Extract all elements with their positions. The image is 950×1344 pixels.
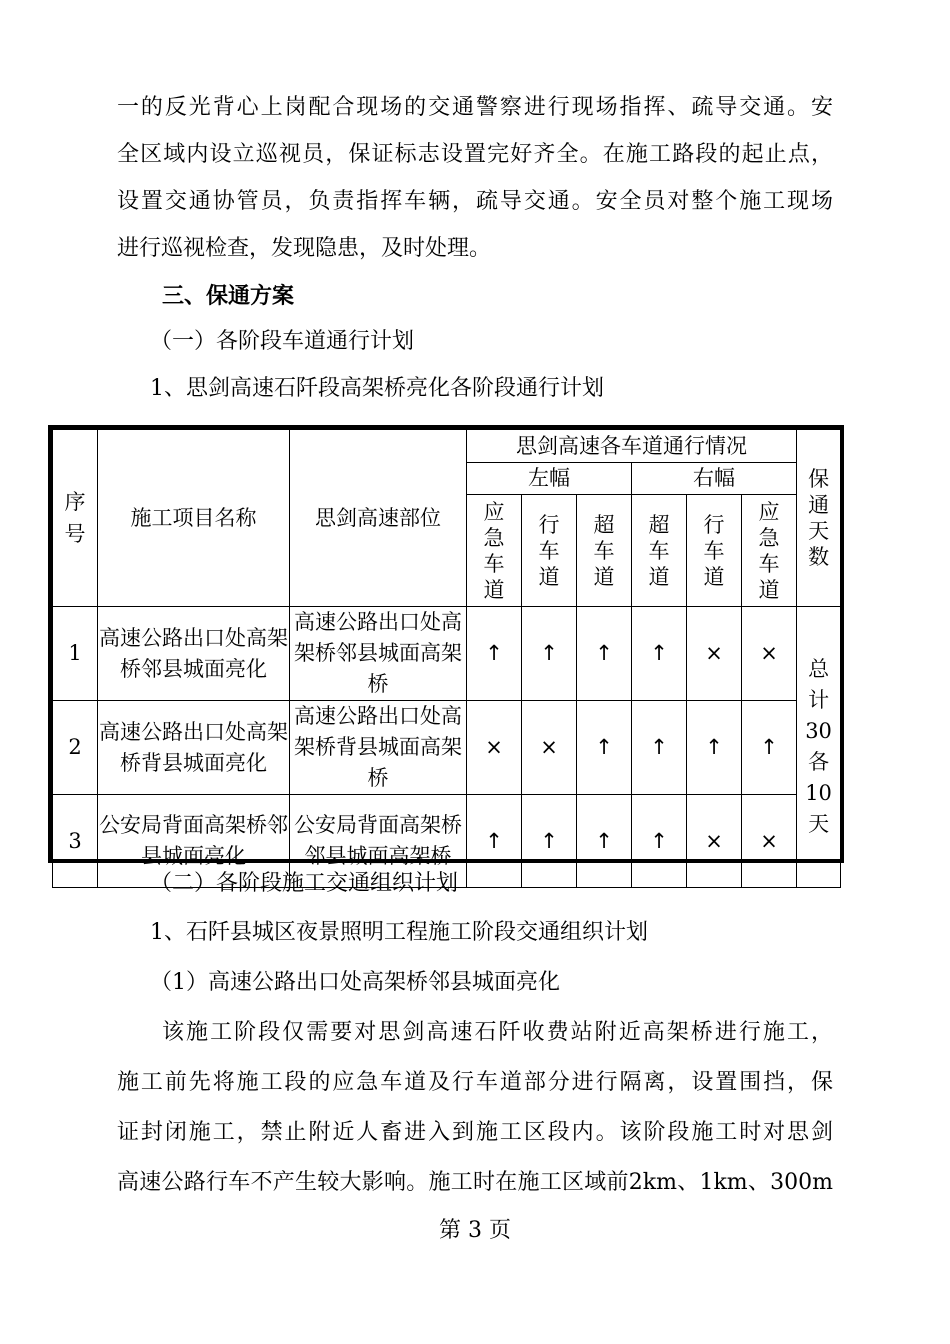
lane-status: × <box>742 607 797 701</box>
row-seq: 1 <box>53 607 98 701</box>
item-heading: 1、石阡县城区夜景照明工程施工阶段交通组织计划 <box>150 920 648 945</box>
lane-status: ↑ <box>577 795 632 888</box>
lane-status: ↑ <box>522 607 577 701</box>
header-lane-3: 超 车 道 <box>577 495 632 607</box>
paragraph-line: 施工前先将施工段的应急车道及行车道部分进行隔离，设置围挡，保 <box>117 1070 833 1095</box>
lane-status: ↑ <box>522 795 577 888</box>
header-project-name: 施工项目名称 <box>98 430 290 607</box>
header-days: 保 通 天 数 <box>797 430 841 607</box>
row-project-name: 公安局背面高架桥邻县城面亮化 <box>98 795 290 888</box>
row-location: 公安局背面高架桥邻县城面高架桥 <box>290 795 467 888</box>
header-right-side: 右幅 <box>632 463 797 495</box>
item-subheading: （1）高速公路出口处高架桥邻县城面亮化 <box>150 970 560 995</box>
row-seq: 3 <box>53 795 98 888</box>
lane-status: × <box>687 795 742 888</box>
lane-status: ↑ <box>687 701 742 795</box>
lane-status: ↑ <box>632 607 687 701</box>
lane-status: ↑ <box>632 795 687 888</box>
header-location: 思剑高速部位 <box>290 430 467 607</box>
paragraph-line: 设置交通协管员，负责指挥车辆，疏导交通。安全员对整个施工现场 <box>117 189 833 214</box>
lane-status: × <box>522 701 577 795</box>
lane-status: ↑ <box>467 607 522 701</box>
row-project-name: 高速公路出口处高架桥背县城面亮化 <box>98 701 290 795</box>
section-heading: 三、保通方案 <box>162 283 295 309</box>
lane-status: ↑ <box>742 701 797 795</box>
paragraph-line: 该施工阶段仅需要对思剑高速石阡收费站附近高架桥进行施工， <box>162 1020 833 1045</box>
paragraph-line: 全区域内设立巡视员，保证标志设置完好齐全。在施工路段的起止点， <box>117 142 833 167</box>
days-value: 总 计 30 各 10 天 <box>797 607 841 888</box>
row-location: 高速公路出口处高架桥背县城面高架桥 <box>290 701 467 795</box>
paragraph-line: 一的反光背心上岗配合现场的交通警察进行现场指挥、疏导交通。安 <box>117 95 833 120</box>
subsection-heading: （二）各阶段施工交通组织计划 <box>150 871 459 896</box>
paragraph-line: 高速公路行车不产生较大影响。施工时在施工区域前2km、1km、300m <box>117 1170 833 1195</box>
header-seq <box>53 430 98 607</box>
lane-status: × <box>687 607 742 701</box>
lane-status: × <box>742 795 797 888</box>
header-left-side: 左幅 <box>467 463 632 495</box>
lane-status: ↑ <box>577 701 632 795</box>
row-location: 高速公路出口处高架桥邻县城面高架桥 <box>290 607 467 701</box>
row-seq: 2 <box>53 701 98 795</box>
header-lane-group: 思剑高速各车道通行情况 <box>467 430 797 463</box>
lane-status: ↑ <box>577 607 632 701</box>
item-heading: 1、思剑高速石阡段高架桥亮化各阶段通行计划 <box>150 376 604 401</box>
header-lane-4: 超 车 道 <box>632 495 687 607</box>
row-project-name: 高速公路出口处高架桥邻县城面亮化 <box>98 607 290 701</box>
header-lane-2: 行 车 道 <box>522 495 577 607</box>
paragraph-line: 证封闭施工，禁止附近人畜进入到施工区段内。该阶段施工时对思剑 <box>117 1120 833 1145</box>
header-lane-6: 应 急 车 道 <box>742 495 797 607</box>
lane-plan-table <box>48 425 844 868</box>
table-row <box>53 607 841 701</box>
lane-status: × <box>467 701 522 795</box>
header-lane-1: 应 急 车 道 <box>467 495 522 607</box>
table-row <box>53 701 841 795</box>
header-lane-5: 行 车 道 <box>687 495 742 607</box>
page-number: 第 3 页 <box>439 1218 511 1243</box>
subsection-heading: （一）各阶段车道通行计划 <box>150 329 415 354</box>
paragraph-line: 进行巡视检查，发现隐患，及时处理。 <box>117 236 492 261</box>
header-seq-text: 序 号 <box>64 490 86 546</box>
lane-status: ↑ <box>467 795 522 888</box>
lane-status: ↑ <box>632 701 687 795</box>
